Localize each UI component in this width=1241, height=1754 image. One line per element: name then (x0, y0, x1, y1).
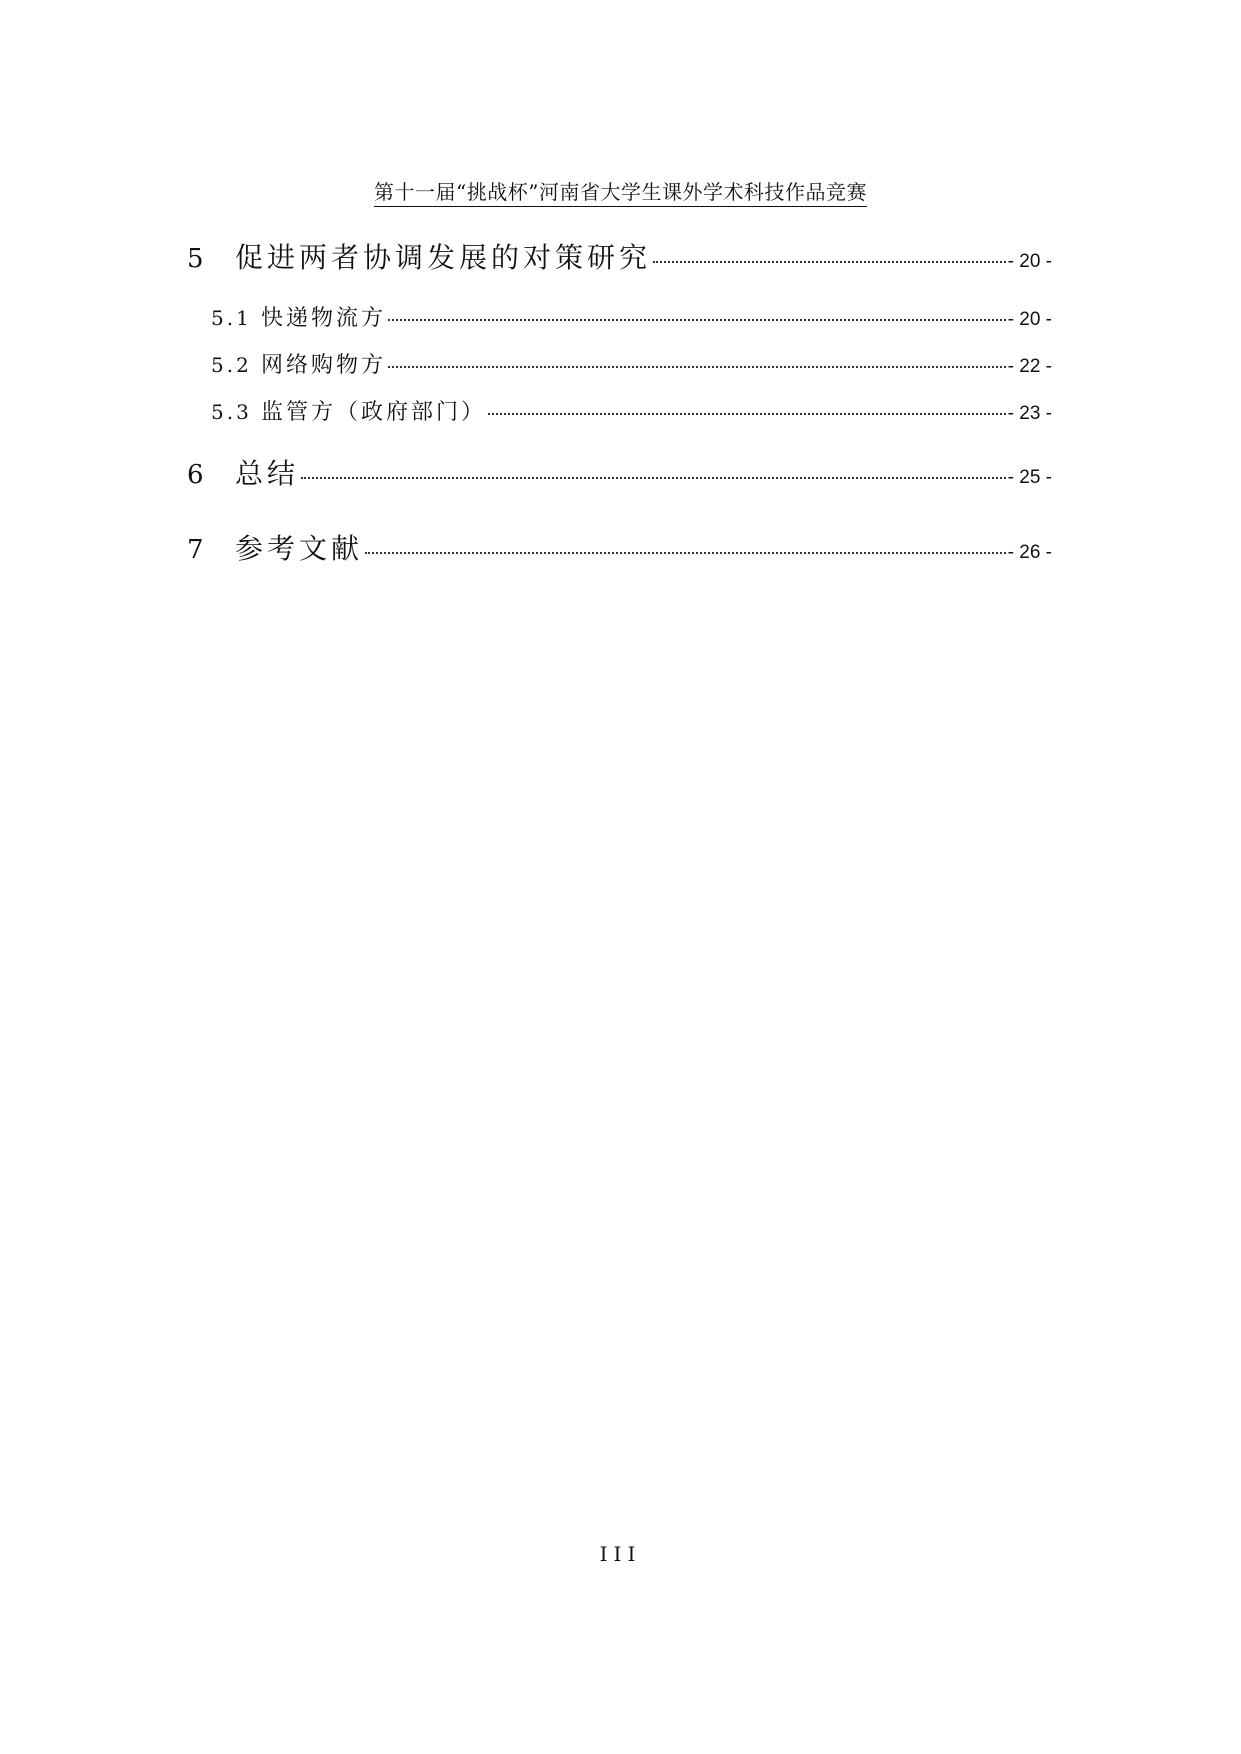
toc-entry-page: - 26 - (1007, 542, 1052, 563)
toc-entry-title: 监管方（政府部门） (261, 400, 487, 425)
toc-entry-page: - 22 - (1007, 356, 1052, 377)
dot-leader (301, 477, 1006, 479)
running-header-title: 第十一届“挑战杯”河南省大学生课外学术科技作品竞赛 (374, 180, 867, 207)
toc-entry-page: - 25 - (1007, 467, 1052, 488)
toc-entry-5-2[interactable] (211, 351, 1052, 381)
dot-leader (653, 261, 1006, 263)
toc-entry-5-3[interactable] (211, 398, 1052, 428)
toc-entry-number: 5.3 (211, 400, 252, 424)
toc-entry-5-1[interactable] (211, 304, 1052, 334)
dot-leader (365, 552, 1006, 554)
toc-entry-title: 参考文献 (235, 532, 364, 565)
toc-entry-title: 促进两者协调发展的对策研究 (235, 241, 652, 274)
toc-entry-6[interactable] (187, 456, 1052, 496)
dot-leader (488, 413, 1006, 415)
toc-entry-5[interactable] (187, 240, 1052, 280)
toc-entry-number: 5.1 (211, 306, 252, 330)
toc-entry-page: - 20 - (1007, 251, 1052, 272)
toc-entry-page: - 23 - (1007, 403, 1052, 424)
toc-entry-7[interactable] (187, 531, 1052, 571)
page-number-footer: III (599, 1542, 642, 1566)
toc-entry-number: 7 (187, 535, 204, 565)
toc-entry-page: - 20 - (1007, 309, 1052, 330)
toc-entry-title: 总结 (235, 457, 300, 490)
toc-entry-number: 6 (187, 460, 204, 490)
toc-entry-number: 5 (187, 244, 204, 274)
toc-entry-title: 网络购物方 (261, 353, 387, 378)
dot-leader (388, 366, 1006, 368)
dot-leader (388, 319, 1006, 321)
toc-entry-title: 快递物流方 (261, 306, 387, 331)
toc-entry-number: 5.2 (211, 353, 252, 377)
